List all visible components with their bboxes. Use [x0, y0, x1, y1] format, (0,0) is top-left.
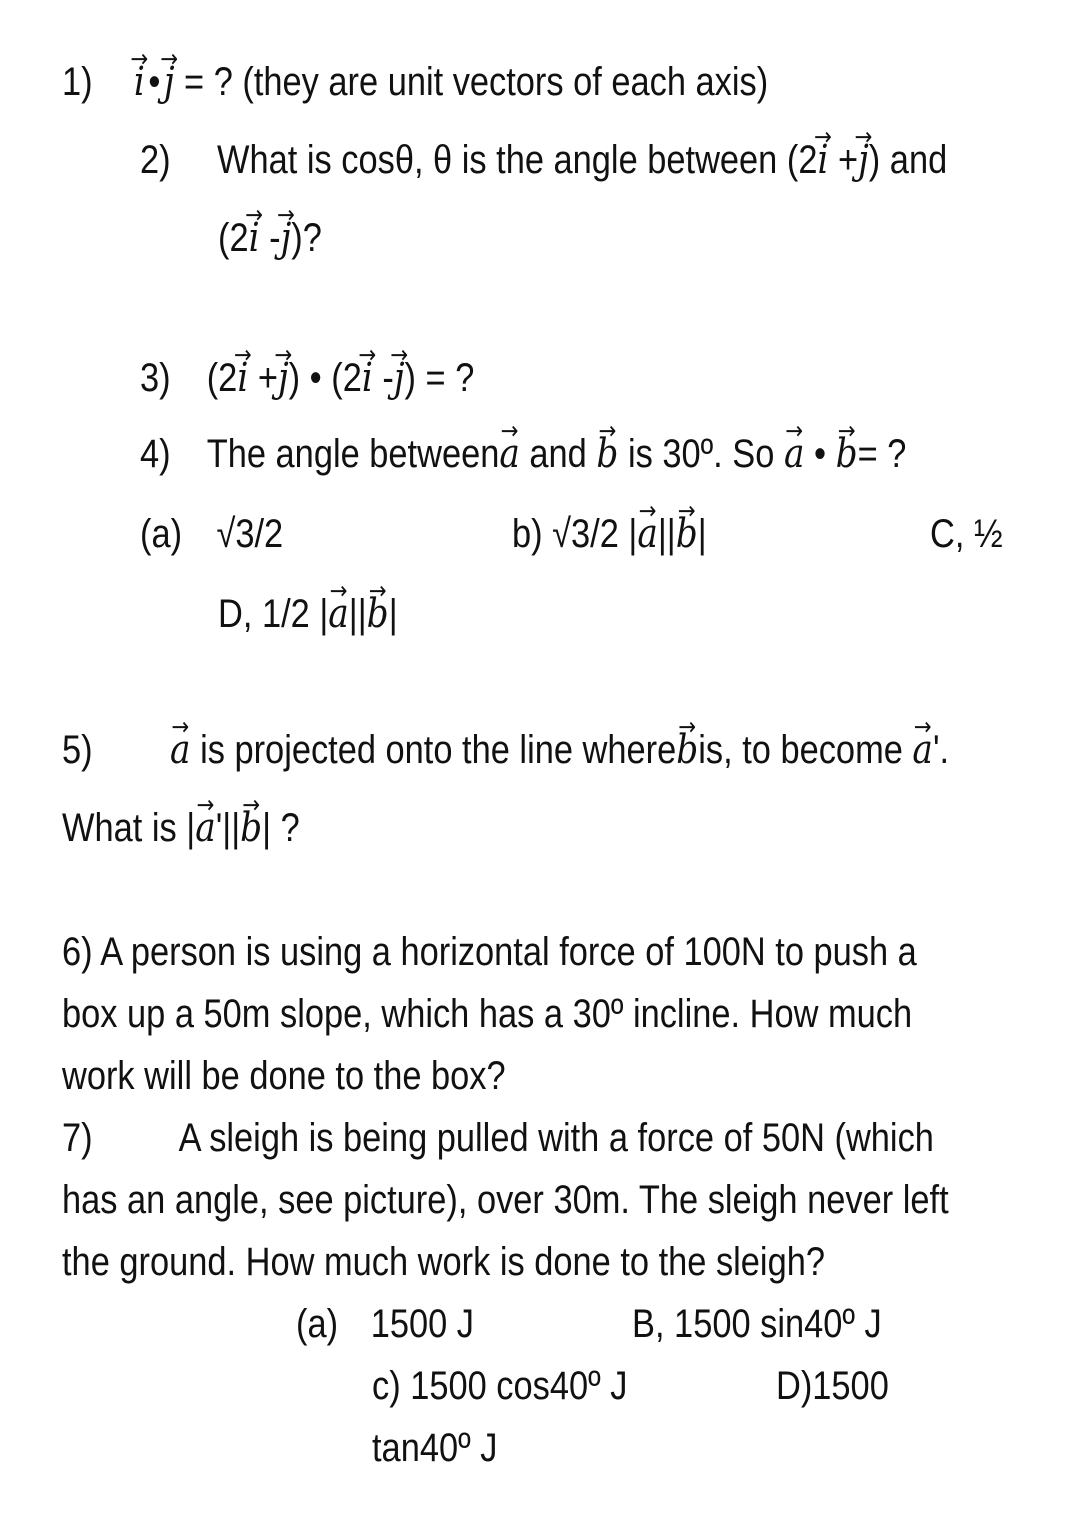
vector-i: → i	[362, 358, 373, 398]
vector-b: → b	[676, 730, 698, 770]
q4-option-c	[930, 514, 1003, 554]
question-5-line-2	[62, 805, 300, 851]
q4-text: is 30º. So	[618, 432, 784, 476]
question-6-line-1: 6) A person is using a horizontal force of 100N to push a	[62, 930, 917, 974]
q7-option-a	[296, 1304, 474, 1344]
q4-text: •	[804, 432, 836, 476]
q4-option-d-text: ||	[348, 592, 367, 636]
q5-text: What is |	[62, 806, 196, 850]
q5-text: is projected onto the line where	[190, 728, 677, 772]
q5-number: 5)	[62, 728, 93, 772]
dot-operator: •	[148, 60, 161, 104]
vector-a: → a	[170, 730, 191, 770]
q4-option-b	[512, 511, 707, 557]
vector-a: → a	[499, 434, 520, 474]
q7-option-a-text: 1500 J	[370, 1302, 475, 1346]
q4-number: 4)	[140, 432, 171, 476]
q2-l2-end: )?	[291, 216, 322, 260]
q1-number: 1)	[62, 60, 93, 104]
question-7-line-2: has an angle, see picture), over 30m. The sleigh never left	[62, 1178, 949, 1222]
q2-text: What is cosθ, θ is the angle between (2	[217, 138, 818, 182]
q3-part: +	[248, 356, 278, 400]
q4-option-d	[218, 591, 398, 637]
question-2-line-1	[140, 137, 948, 183]
question-1	[62, 59, 769, 105]
q5-text: '||	[215, 806, 241, 850]
q3-part: -	[372, 356, 394, 400]
question-2-line-2	[218, 215, 322, 261]
vector-i: → i	[237, 358, 248, 398]
vector-j: → j	[281, 218, 292, 258]
q4-option-d-text: D, 1/2 |	[218, 592, 329, 636]
q5-text: '.	[932, 728, 950, 772]
question-4	[140, 431, 907, 477]
vector-a-prime: → a	[195, 808, 216, 848]
q7-option-d-continued: tan40º J	[372, 1426, 498, 1470]
q3-number: 3)	[140, 356, 171, 400]
vector-j: → j	[278, 358, 289, 398]
q1-text: = ? (they are unit vectors of each axis)	[174, 60, 769, 104]
q2-number: 2)	[140, 138, 171, 182]
q7-option-b: B, 1500 sin40º J	[632, 1302, 882, 1346]
q4-option-d-text: |	[388, 592, 398, 636]
question-7-line-1	[62, 1118, 934, 1158]
q2-l2-mid: -	[259, 216, 281, 260]
q2-end: ) and	[868, 138, 948, 182]
q3-part: ) • (2	[288, 356, 362, 400]
q7-number: 7)	[62, 1116, 93, 1160]
q7-option-c: c) 1500 cos40º J	[372, 1364, 628, 1408]
vector-b: → b	[676, 514, 698, 554]
q4-option-b-text: b) √3/2 |	[512, 512, 638, 556]
q4-option-b-text: ||	[657, 512, 676, 556]
vector-i: → i	[134, 62, 145, 102]
question-5-line-1	[62, 727, 950, 773]
vector-j: → j	[164, 62, 175, 102]
vector-a: → a	[784, 434, 805, 474]
question-3	[140, 355, 475, 401]
vector-b: → b	[240, 808, 262, 848]
q4-text: = ?	[857, 432, 907, 476]
vector-a: → a	[328, 594, 349, 634]
q4-option-a-text: √3/2	[216, 512, 284, 556]
vector-a-prime: → a	[912, 730, 933, 770]
vector-b: → b	[836, 434, 858, 474]
question-7-line-3: the ground. How much work is done to the sleigh?	[62, 1240, 825, 1284]
vector-i: → i	[817, 140, 828, 180]
vector-j: → j	[858, 140, 869, 180]
q4-text: The angle between	[206, 432, 500, 476]
question-6-line-2: box up a 50m slope, which has a 30º incline. How much	[62, 992, 913, 1036]
q4-option-a-label: (a)	[140, 512, 183, 556]
q3-part: ) = ?	[404, 356, 475, 400]
q4-option-b-text: |	[697, 512, 707, 556]
question-6-line-3: work will be done to the box?	[62, 1054, 506, 1098]
q5-text: | ?	[262, 806, 300, 850]
q2-mid: +	[828, 138, 859, 182]
q2-l2-start: (2	[218, 216, 249, 260]
q7-option-d: D)1500	[776, 1364, 889, 1408]
q5-text: is, to become	[698, 728, 913, 772]
q3-part: (2	[206, 356, 238, 400]
q7-option-a-label: (a)	[296, 1302, 339, 1346]
q4-option-c-text: C, ½	[930, 512, 1003, 556]
vector-b: → b	[367, 594, 389, 634]
vector-j: → j	[394, 358, 405, 398]
vector-b: → b	[596, 434, 618, 474]
vector-a: → a	[637, 514, 658, 554]
q7-text: A sleigh is being pulled with a force of 50N (which	[178, 1116, 934, 1160]
q4-option-a	[140, 514, 283, 554]
vector-i: → i	[249, 218, 260, 258]
q4-text: and	[519, 432, 597, 476]
